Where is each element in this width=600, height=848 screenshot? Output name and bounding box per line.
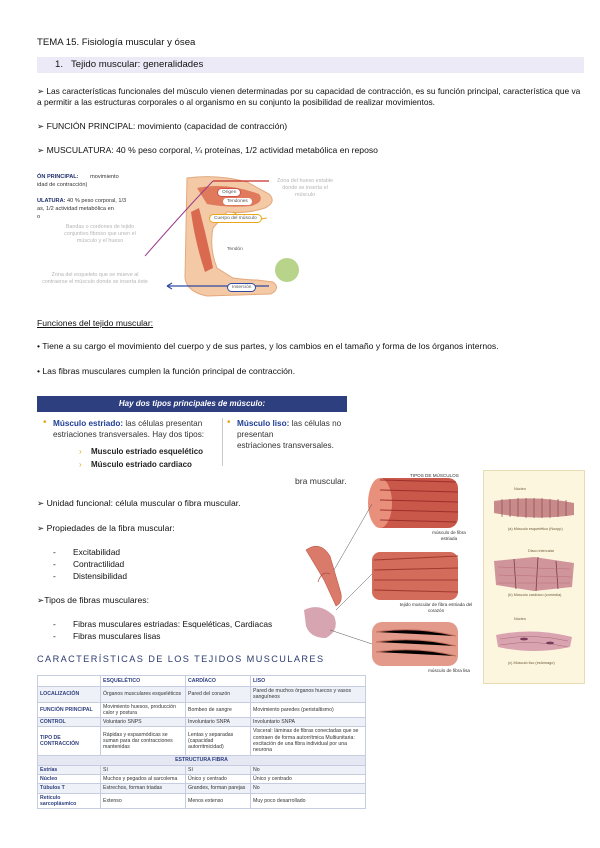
table-cell: Lentas y separadas (capacidad autorritmicidad) xyxy=(186,727,251,755)
striated-cardiac-item: › Músculo estriado cardiaco xyxy=(79,460,192,469)
table-cell: Sí xyxy=(101,765,186,774)
table-row xyxy=(38,793,366,809)
diagram-left-text-5: o xyxy=(37,214,41,220)
row-label: Túbulos T xyxy=(38,784,101,793)
table-row xyxy=(38,718,366,727)
micro-caption-2: (b) Músculo cardíaco (comedia) xyxy=(508,593,562,597)
table-cell: No xyxy=(251,765,366,774)
functions-bullet-1: • Tiene a su cargo el movimiento del cuerpo y de sus partes, y los cambios en el tamaño y forma de los órganos internos. xyxy=(37,341,499,351)
table-cell: Visceral: láminas de fibras conectadas que se contraen de forma autorrítmica Multiunitaria: excitación de una fibra individual por una neurona xyxy=(251,727,366,755)
row-label: FUNCIÓN PRINCIPAL xyxy=(38,702,101,718)
table-cell: Sí xyxy=(186,765,251,774)
row-label: Retículo sarcoplásmico xyxy=(38,793,101,809)
table-header-cell: ESQUELÉTICO xyxy=(101,676,186,687)
table-cell: Bombeo de sangre xyxy=(186,702,251,718)
document-title: TEMA 15. Fisiología muscular y ósea xyxy=(37,37,196,48)
moving-zone-note: Zona del esqueleto que se mueve al contraerse el músculo donde se inserta éste xyxy=(42,272,148,285)
table-cell: Único y centrado xyxy=(186,774,251,783)
section-title: Tejido muscular: generalidades xyxy=(71,59,204,70)
table-cell: No xyxy=(251,784,366,793)
functional-unit-line: ➢ Unidad funcional: célula muscular o fibra muscular. xyxy=(37,498,241,508)
fiber-type-item: Fibras musculares estriadas: Esqueléticas, Cardiacas xyxy=(73,619,273,629)
characteristics-table xyxy=(37,675,366,809)
tissue-title: TIPOS DE MÚSCULOS xyxy=(410,473,459,478)
table-row xyxy=(38,774,366,783)
table-cell: Rápidas y espasmódicas se suman para dar contracciones mantenidas xyxy=(101,727,186,755)
properties-list: - Excitabilidad - Contractilidad - Distensibilidad xyxy=(53,547,127,581)
micro-caption-3: (c) Músculo liso (estómago) xyxy=(508,661,555,665)
tissue-label-2: tejido muscular de fibra estriada del corazón xyxy=(399,602,473,613)
table-row xyxy=(38,687,366,703)
origin-tag: Origen xyxy=(217,188,241,197)
table-row xyxy=(38,784,366,793)
row-label: LOCALIZACIÓN xyxy=(38,687,101,703)
diagram-left-text-2: idad de contracción) xyxy=(37,182,88,188)
striated-column: • Músculo estriado: las células presentan estriaciones transversales. Hay dos tipos: xyxy=(43,417,205,439)
muscle-types-header: Hay dos tipos principales de músculo: xyxy=(37,396,347,412)
table-cell: Muy poco desarrollado xyxy=(251,793,366,809)
striated-skeletal-item: › Musculo estriado esquelético xyxy=(79,447,204,456)
row-label: Estrías xyxy=(38,765,101,774)
table-cell: Muchos y pegados al sarcolema xyxy=(101,774,186,783)
functions-heading: Funciones del tejido muscular: xyxy=(37,318,154,328)
smooth-column: • Músculo liso: las células no presentan estriaciones transversales. xyxy=(227,417,342,450)
cut-text-fragment: bra muscular. xyxy=(295,476,347,486)
muscle-micrographs-panel xyxy=(483,470,585,684)
fiber-types-list: - Fibras musculares estriadas: Esqueléticas, Cardiacas - Fibras musculares lisas xyxy=(53,619,273,641)
row-label: Núcleo xyxy=(38,774,101,783)
table-row xyxy=(38,702,366,718)
tendons-tag: Tendones xyxy=(223,198,252,205)
musculature-line: ➢ MUSCULATURA: 40 % peso corporal, ¼ proteínas, 1/2 actividad metabólica en reposo xyxy=(37,145,378,155)
table-row xyxy=(38,765,366,774)
tissue-label-1: músculo de fibra estriada xyxy=(432,530,466,541)
table-header-row xyxy=(38,676,366,687)
muscle-tissue-illustration xyxy=(300,470,476,682)
cardiac-micrograph xyxy=(494,557,574,591)
table-header-cell xyxy=(38,676,101,687)
table-cell: Órganos musculares esqueléticos xyxy=(101,687,186,703)
table-cell: Movimiento huesos, producción calor y postura xyxy=(101,702,186,718)
skeletal-micrograph xyxy=(494,495,574,521)
main-function-line: ➢ FUNCIÓN PRINCIPAL: movimiento (capacidad de contracción) xyxy=(37,121,288,131)
diagram-left-text-3: ULATURA: 40 % peso corporal, 1/3 xyxy=(37,198,127,204)
table-cell: Pared de muchos órganos huecos y vasos sanguíneos xyxy=(251,687,366,703)
micro-label-nucleus-1: Núcleo xyxy=(514,487,526,491)
insertion-tag: Inserción xyxy=(227,283,256,292)
table-cell: Menos extenso xyxy=(186,793,251,809)
arm-illustration xyxy=(37,168,337,300)
micro-label-nucleus-3: Núcleo xyxy=(514,617,526,621)
table-cell: Grandes, forman parejas xyxy=(186,784,251,793)
table-cell: Pared del corazón xyxy=(186,687,251,703)
table-section-cell: ESTRUCTURA FIBRA xyxy=(38,755,366,765)
micro-caption-1: (a) Músculo esquelético (Nocpp) xyxy=(508,527,563,531)
intro-paragraph: ➢ Las características funcionales del músculo vienen determinadas por su capacidad de contracción, es su función principal, característica que va a permitir a las estructuras corporales o al organismo en su conjunto la posibilidad de realizar movimientos. xyxy=(37,86,581,107)
section-heading-bar xyxy=(37,57,584,73)
fiber-types-heading: ➢Tipos de fibras musculares: xyxy=(37,595,149,605)
tendon-tag: Tendón xyxy=(223,246,247,253)
table-cell: Voluntario SNPS xyxy=(101,718,186,727)
stable-zone-note: Zona del hueso estable donde se inserta el músculo xyxy=(276,178,334,198)
row-label: TIPO DE CONTRACCIÓN xyxy=(38,727,101,755)
table-cell: Extenso xyxy=(101,793,186,809)
fiber-type-item: Fibras musculares lisas xyxy=(73,631,161,641)
tissue-label-3: músculo de fibra lisa xyxy=(428,668,470,673)
table-header-cell: LISO xyxy=(251,676,366,687)
table-cell: Involuntario SNPA xyxy=(251,718,366,727)
column-divider xyxy=(222,418,223,466)
table-cell: Movimiento paredes (peristaltismo) xyxy=(251,702,366,718)
functions-bullet-2: • Las fibras musculares cumplen la función principal de contracción. xyxy=(37,366,296,376)
property-item: Excitabilidad xyxy=(73,547,121,557)
bands-note: Bandas o cordones de tejido conjuntivo fibroso que unen el músculo y el hueso xyxy=(64,224,136,244)
table-section-row xyxy=(38,755,366,765)
table-header-cell: CARDÍACO xyxy=(186,676,251,687)
smooth-micrograph xyxy=(494,625,574,657)
micro-label-disc: Disco intercalar xyxy=(528,549,555,553)
table-row xyxy=(38,727,366,755)
table-cell: Estrechos, forman triadas xyxy=(101,784,186,793)
property-item: Distensibilidad xyxy=(73,571,127,581)
diagram-left-text-4: as, 1/2 actividad metabólica en xyxy=(37,206,114,212)
property-item: Contractilidad xyxy=(73,559,125,569)
table-cell: Único y centrado xyxy=(251,774,366,783)
table-cell: Involuntario SNPA xyxy=(186,718,251,727)
muscle-tissue-drawing xyxy=(300,470,476,682)
row-label: CONTROL xyxy=(38,718,101,727)
properties-heading: ➢ Propiedades de la fibra muscular: xyxy=(37,523,175,533)
muscle-arm-diagram xyxy=(37,168,337,300)
diagram-left-text-1: ÓN PRINCIPAL: movimiento xyxy=(37,174,119,180)
section-number: 1. xyxy=(55,59,64,70)
muscle-body-tag: Cuerpo del músculo xyxy=(209,214,262,223)
characteristics-title: CARACTERÍSTICAS DE LOS TEJIDOS MUSCULARES xyxy=(37,654,325,664)
